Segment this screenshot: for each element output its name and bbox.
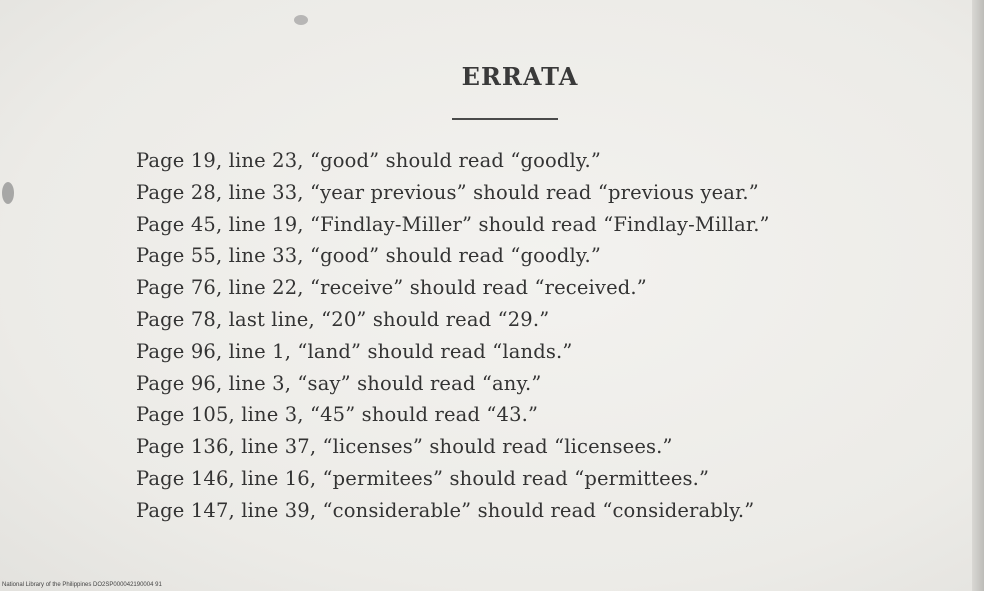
errata-entry: Page 105, line 3, “45” should read “43.”	[136, 403, 539, 427]
errata-entry: Page 96, line 1, “land” should read “lands.”	[136, 339, 573, 363]
errata-entry: Page 76, line 22, “receive” should read “received.”	[136, 276, 647, 300]
errata-entry: Page 146, line 16, “permitees” should read “permittees.”	[136, 466, 710, 490]
page-title: ERRATA	[461, 62, 579, 91]
errata-entry: Page 55, line 33, “good” should read “goodly.”	[136, 244, 601, 268]
title-underline-rule	[452, 118, 558, 120]
errata-entry: Page 147, line 39, “considerable” should read “considerably.”	[136, 498, 755, 522]
errata-entry: Page 28, line 33, “year previous” should read “previous year.”	[136, 180, 759, 204]
errata-entry: Page 96, line 3, “say” should read “any.”	[136, 371, 542, 395]
errata-entry: Page 45, line 19, “Findlay-Miller” should read “Findlay-Millar.”	[136, 212, 770, 236]
errata-list	[136, 145, 956, 527]
errata-entry: Page 136, line 37, “licenses” should read “licensees.”	[136, 435, 673, 459]
scan-footer-caption: National Library of the Philippines DO2SP000042190004 91	[2, 582, 162, 588]
ink-smudge-left	[2, 182, 14, 204]
errata-entry: Page 78, last line, “20” should read “29.”	[136, 307, 550, 331]
errata-entry: Page 19, line 23, “good” should read “goodly.”	[136, 149, 601, 172]
ink-smudge-top	[294, 15, 308, 25]
